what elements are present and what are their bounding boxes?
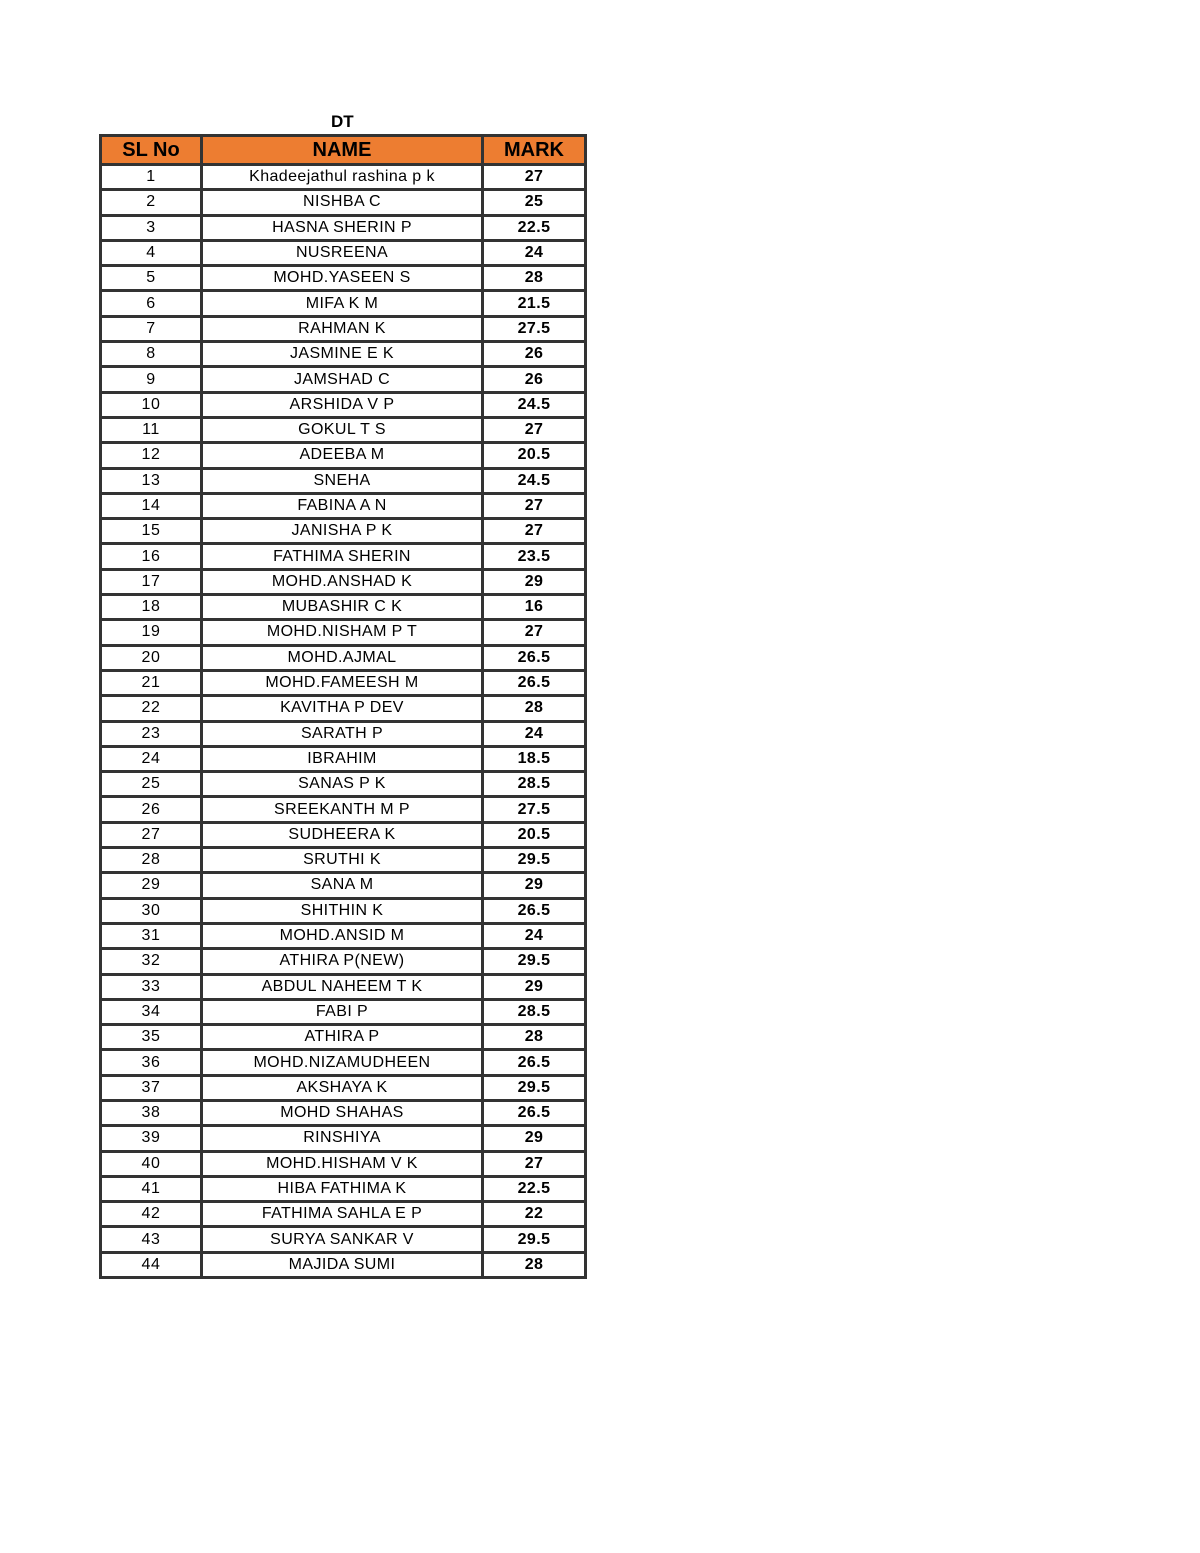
sl-no-cell: 41 bbox=[101, 1176, 202, 1201]
name-cell: SARATH P bbox=[202, 721, 483, 746]
table-row bbox=[101, 898, 586, 923]
mark-cell: 27 bbox=[483, 620, 586, 645]
mark-cell: 24.5 bbox=[483, 392, 586, 417]
name-cell: SANAS P K bbox=[202, 772, 483, 797]
sl-no-cell: 21 bbox=[101, 670, 202, 695]
table-row bbox=[101, 999, 586, 1024]
sl-no-cell: 37 bbox=[101, 1075, 202, 1100]
mark-cell: 26.5 bbox=[483, 1100, 586, 1125]
sl-no-cell: 42 bbox=[101, 1202, 202, 1227]
sl-no-cell: 7 bbox=[101, 316, 202, 341]
sl-no-cell: 25 bbox=[101, 772, 202, 797]
mark-cell: 27 bbox=[483, 1151, 586, 1176]
sl-no-cell: 35 bbox=[101, 1025, 202, 1050]
table-header bbox=[101, 136, 586, 165]
name-cell: MOHD.HISHAM V K bbox=[202, 1151, 483, 1176]
table-row bbox=[101, 316, 586, 341]
table-row bbox=[101, 1050, 586, 1075]
name-cell: IBRAHIM bbox=[202, 746, 483, 771]
name-cell: SANA M bbox=[202, 873, 483, 898]
name-cell: FABINA A N bbox=[202, 493, 483, 518]
table-row bbox=[101, 696, 586, 721]
table-row bbox=[101, 923, 586, 948]
mark-cell: 25 bbox=[483, 190, 586, 215]
name-cell: FABI P bbox=[202, 999, 483, 1024]
name-cell: AKSHAYA K bbox=[202, 1075, 483, 1100]
table-row bbox=[101, 822, 586, 847]
table-row bbox=[101, 848, 586, 873]
name-cell: NUSREENA bbox=[202, 240, 483, 265]
name-cell: SUDHEERA K bbox=[202, 822, 483, 847]
mark-cell: 26 bbox=[483, 342, 586, 367]
table-row bbox=[101, 645, 586, 670]
table-row bbox=[101, 595, 586, 620]
table-row bbox=[101, 1025, 586, 1050]
table-row bbox=[101, 746, 586, 771]
sl-no-cell: 27 bbox=[101, 822, 202, 847]
sl-no-cell: 9 bbox=[101, 367, 202, 392]
mark-cell: 26.5 bbox=[483, 645, 586, 670]
mark-cell: 28 bbox=[483, 1252, 586, 1277]
mark-cell: 29.5 bbox=[483, 949, 586, 974]
name-cell: MOHD.ANSID M bbox=[202, 923, 483, 948]
name-cell: MOHD.NISHAM P T bbox=[202, 620, 483, 645]
name-cell: ARSHIDA V P bbox=[202, 392, 483, 417]
sl-no-cell: 1 bbox=[101, 165, 202, 190]
table-row bbox=[101, 721, 586, 746]
sl-no-cell: 20 bbox=[101, 645, 202, 670]
table-row bbox=[101, 1252, 586, 1277]
marks-table bbox=[99, 134, 587, 1279]
header-sl-no: SL No bbox=[101, 136, 202, 165]
name-cell: RAHMAN K bbox=[202, 316, 483, 341]
sl-no-cell: 43 bbox=[101, 1227, 202, 1252]
mark-cell: 26.5 bbox=[483, 898, 586, 923]
table-row bbox=[101, 620, 586, 645]
sl-no-cell: 15 bbox=[101, 519, 202, 544]
table-row bbox=[101, 1176, 586, 1201]
sl-no-cell: 2 bbox=[101, 190, 202, 215]
table-row bbox=[101, 974, 586, 999]
mark-cell: 16 bbox=[483, 595, 586, 620]
mark-cell: 27.5 bbox=[483, 797, 586, 822]
table-row bbox=[101, 443, 586, 468]
mark-cell: 29 bbox=[483, 569, 586, 594]
mark-cell: 24 bbox=[483, 721, 586, 746]
mark-cell: 20.5 bbox=[483, 443, 586, 468]
sl-no-cell: 23 bbox=[101, 721, 202, 746]
table-row bbox=[101, 215, 586, 240]
mark-cell: 29 bbox=[483, 974, 586, 999]
sheet-title-text: DT bbox=[331, 112, 354, 131]
name-cell: ATHIRA P bbox=[202, 1025, 483, 1050]
sl-no-cell: 5 bbox=[101, 266, 202, 291]
sl-no-cell: 3 bbox=[101, 215, 202, 240]
name-cell: FATHIMA SAHLA E P bbox=[202, 1202, 483, 1227]
mark-cell: 29 bbox=[483, 873, 586, 898]
sl-no-cell: 30 bbox=[101, 898, 202, 923]
mark-cell: 28 bbox=[483, 266, 586, 291]
table-row bbox=[101, 797, 586, 822]
mark-cell: 27.5 bbox=[483, 316, 586, 341]
header-row bbox=[101, 136, 586, 165]
sl-no-cell: 22 bbox=[101, 696, 202, 721]
sheet-title bbox=[100, 110, 584, 134]
mark-cell: 29.5 bbox=[483, 1227, 586, 1252]
table-row bbox=[101, 873, 586, 898]
table-row bbox=[101, 569, 586, 594]
mark-cell: 24.5 bbox=[483, 468, 586, 493]
table-row bbox=[101, 165, 586, 190]
table-row bbox=[101, 1151, 586, 1176]
mark-cell: 18.5 bbox=[483, 746, 586, 771]
name-cell: MOHD.NIZAMUDHEEN bbox=[202, 1050, 483, 1075]
sl-no-cell: 31 bbox=[101, 923, 202, 948]
name-cell: MAJIDA SUMI bbox=[202, 1252, 483, 1277]
mark-cell: 29 bbox=[483, 1126, 586, 1151]
name-cell: JANISHA P K bbox=[202, 519, 483, 544]
name-cell: ADEEBA M bbox=[202, 443, 483, 468]
table-row bbox=[101, 772, 586, 797]
table-row bbox=[101, 1227, 586, 1252]
mark-cell: 26.5 bbox=[483, 670, 586, 695]
mark-cell: 28.5 bbox=[483, 999, 586, 1024]
table-row bbox=[101, 392, 586, 417]
sl-no-cell: 28 bbox=[101, 848, 202, 873]
mark-cell: 29.5 bbox=[483, 1075, 586, 1100]
sl-no-cell: 17 bbox=[101, 569, 202, 594]
mark-cell: 23.5 bbox=[483, 544, 586, 569]
name-cell: MOHD.ANSHAD K bbox=[202, 569, 483, 594]
sl-no-cell: 19 bbox=[101, 620, 202, 645]
mark-cell: 26 bbox=[483, 367, 586, 392]
table-row bbox=[101, 544, 586, 569]
sl-no-cell: 14 bbox=[101, 493, 202, 518]
table-row bbox=[101, 266, 586, 291]
mark-cell: 26.5 bbox=[483, 1050, 586, 1075]
name-cell: JAMSHAD C bbox=[202, 367, 483, 392]
table-row bbox=[101, 1100, 586, 1125]
name-cell: MUBASHIR C K bbox=[202, 595, 483, 620]
sl-no-cell: 8 bbox=[101, 342, 202, 367]
mark-cell: 29.5 bbox=[483, 848, 586, 873]
name-cell: MOHD.AJMAL bbox=[202, 645, 483, 670]
mark-cell: 27 bbox=[483, 417, 586, 442]
table-row bbox=[101, 190, 586, 215]
sl-no-cell: 32 bbox=[101, 949, 202, 974]
mark-cell: 28 bbox=[483, 696, 586, 721]
name-cell: KAVITHA P DEV bbox=[202, 696, 483, 721]
mark-cell: 20.5 bbox=[483, 822, 586, 847]
name-cell: SREEKANTH M P bbox=[202, 797, 483, 822]
table-row bbox=[101, 949, 586, 974]
table-row bbox=[101, 670, 586, 695]
name-cell: MIFA K M bbox=[202, 291, 483, 316]
sl-no-cell: 11 bbox=[101, 417, 202, 442]
sl-no-cell: 38 bbox=[101, 1100, 202, 1125]
name-cell: MOHD.YASEEN S bbox=[202, 266, 483, 291]
header-name: NAME bbox=[202, 136, 483, 165]
mark-cell: 22 bbox=[483, 1202, 586, 1227]
mark-cell: 28.5 bbox=[483, 772, 586, 797]
name-cell: Khadeejathul rashina p k bbox=[202, 165, 483, 190]
table-row bbox=[101, 1075, 586, 1100]
name-cell: JASMINE E K bbox=[202, 342, 483, 367]
sl-no-cell: 18 bbox=[101, 595, 202, 620]
mark-cell: 27 bbox=[483, 493, 586, 518]
table-row bbox=[101, 240, 586, 265]
sl-no-cell: 29 bbox=[101, 873, 202, 898]
name-cell: SRUTHI K bbox=[202, 848, 483, 873]
sl-no-cell: 4 bbox=[101, 240, 202, 265]
mark-cell: 22.5 bbox=[483, 1176, 586, 1201]
mark-cell: 27 bbox=[483, 165, 586, 190]
table-row bbox=[101, 417, 586, 442]
table-row bbox=[101, 519, 586, 544]
mark-cell: 22.5 bbox=[483, 215, 586, 240]
sl-no-cell: 44 bbox=[101, 1252, 202, 1277]
table-row bbox=[101, 493, 586, 518]
sl-no-cell: 6 bbox=[101, 291, 202, 316]
name-cell: SHITHIN K bbox=[202, 898, 483, 923]
mark-cell: 24 bbox=[483, 923, 586, 948]
name-cell: HIBA FATHIMA K bbox=[202, 1176, 483, 1201]
sl-no-cell: 13 bbox=[101, 468, 202, 493]
table-body bbox=[101, 165, 586, 1278]
mark-cell: 27 bbox=[483, 519, 586, 544]
name-cell: MOHD SHAHAS bbox=[202, 1100, 483, 1125]
name-cell: NISHBA C bbox=[202, 190, 483, 215]
name-cell: ATHIRA P(NEW) bbox=[202, 949, 483, 974]
mark-cell: 24 bbox=[483, 240, 586, 265]
sl-no-cell: 12 bbox=[101, 443, 202, 468]
name-cell: MOHD.FAMEESH M bbox=[202, 670, 483, 695]
table-row bbox=[101, 468, 586, 493]
table-row bbox=[101, 1202, 586, 1227]
table-row bbox=[101, 1126, 586, 1151]
sl-no-cell: 34 bbox=[101, 999, 202, 1024]
table-row bbox=[101, 291, 586, 316]
sl-no-cell: 36 bbox=[101, 1050, 202, 1075]
name-cell: HASNA SHERIN P bbox=[202, 215, 483, 240]
table-row bbox=[101, 367, 586, 392]
mark-cell: 21.5 bbox=[483, 291, 586, 316]
sl-no-cell: 16 bbox=[101, 544, 202, 569]
sl-no-cell: 10 bbox=[101, 392, 202, 417]
table-row bbox=[101, 342, 586, 367]
name-cell: SNEHA bbox=[202, 468, 483, 493]
header-mark: MARK bbox=[483, 136, 586, 165]
sl-no-cell: 26 bbox=[101, 797, 202, 822]
name-cell: FATHIMA SHERIN bbox=[202, 544, 483, 569]
sl-no-cell: 39 bbox=[101, 1126, 202, 1151]
sl-no-cell: 40 bbox=[101, 1151, 202, 1176]
name-cell: GOKUL T S bbox=[202, 417, 483, 442]
sl-no-cell: 24 bbox=[101, 746, 202, 771]
name-cell: ABDUL NAHEEM T K bbox=[202, 974, 483, 999]
sl-no-cell: 33 bbox=[101, 974, 202, 999]
name-cell: RINSHIYA bbox=[202, 1126, 483, 1151]
mark-cell: 28 bbox=[483, 1025, 586, 1050]
name-cell: SURYA SANKAR V bbox=[202, 1227, 483, 1252]
